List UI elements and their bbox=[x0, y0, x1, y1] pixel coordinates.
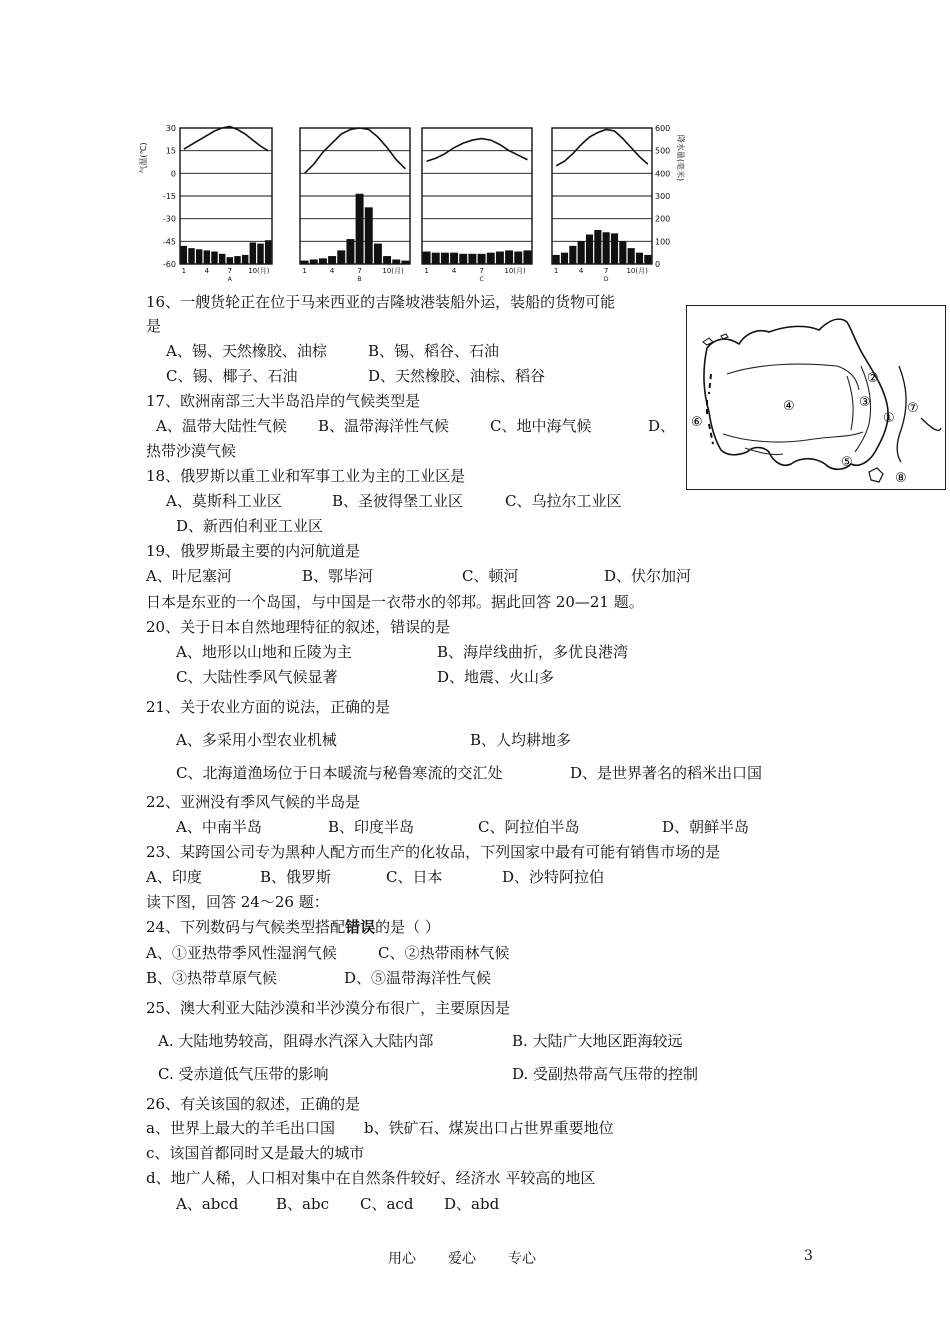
precip-bar bbox=[569, 246, 576, 264]
month-tick: 1 bbox=[181, 267, 187, 275]
option-23-d: D、沙特阿拉伯 bbox=[502, 868, 605, 886]
option-26-c: C、acd bbox=[360, 1195, 414, 1213]
left-tick: 30 bbox=[165, 124, 176, 133]
precip-bar bbox=[383, 256, 391, 264]
option-20-a: A、地形以山地和丘陵为主 bbox=[176, 643, 352, 661]
left-tick: -15 bbox=[162, 192, 176, 201]
option-17-a: A、温带大陆性气候 bbox=[156, 417, 287, 435]
month-tick: 7 bbox=[479, 267, 484, 275]
option-22-c: C、阿拉伯半岛 bbox=[478, 818, 580, 836]
precip-bar bbox=[346, 239, 354, 264]
option-19-a: A、叶尼塞河 bbox=[146, 567, 232, 585]
left-axis-label: 气温(℃) bbox=[139, 142, 148, 174]
precip-bar bbox=[423, 252, 431, 264]
left-tick: 0 bbox=[170, 169, 176, 179]
month-tick: 4 bbox=[204, 267, 210, 275]
option-23-b: B、俄罗斯 bbox=[260, 868, 332, 886]
question-25: 25、澳大利亚大陆沙漠和半沙漠分布很广，主要原因是 bbox=[146, 999, 511, 1017]
option-18-c: C、乌拉尔工业区 bbox=[505, 492, 622, 510]
month-tick: 10(月) bbox=[626, 267, 648, 275]
question-22: 22、亚洲没有季风气候的半岛是 bbox=[146, 793, 361, 811]
map-label-6: ⑥ bbox=[691, 415, 703, 430]
panel-label: D bbox=[603, 276, 609, 283]
australia-map-drawing bbox=[687, 306, 945, 489]
precip-bar bbox=[478, 254, 486, 264]
month-tick: 7 bbox=[357, 267, 362, 275]
precip-bar bbox=[310, 259, 318, 264]
map-label-5: ⑤ bbox=[841, 455, 853, 470]
precip-bar bbox=[319, 258, 327, 264]
question-16-cont: 是 bbox=[146, 317, 162, 335]
precip-bar bbox=[392, 259, 400, 264]
month-tick: 4 bbox=[451, 267, 457, 275]
question-18: 18、俄罗斯以重工业和军事工业为主的工业区是 bbox=[146, 467, 466, 485]
option-24-c: C、②热带雨林气候 bbox=[378, 944, 510, 962]
option-25-c: C. 受赤道低气压带的影响 bbox=[158, 1065, 329, 1083]
precip-bar bbox=[505, 250, 513, 264]
precip-bar bbox=[514, 252, 522, 264]
right-axis-label: 降水量(毫米) bbox=[676, 134, 685, 182]
option-16-d: D、天然橡胶、油棕、稻谷 bbox=[368, 367, 546, 385]
precip-bar bbox=[553, 255, 560, 264]
option-21-b: B、人均耕地多 bbox=[470, 731, 572, 749]
option-26-d: D、abd bbox=[444, 1195, 500, 1213]
precip-bar bbox=[211, 252, 217, 264]
option-21-c: C、北海道渔场位于日本暖流与秘鲁寒流的交汇处 bbox=[176, 764, 503, 782]
option-19-c: C、顿河 bbox=[462, 567, 519, 585]
precip-bar bbox=[619, 241, 626, 264]
month-tick: 7 bbox=[227, 267, 233, 275]
precip-bar bbox=[265, 240, 271, 264]
precip-bar bbox=[365, 207, 373, 264]
question-17: 17、欧洲南部三大半岛沿岸的气候类型是 bbox=[146, 392, 421, 410]
month-tick: 1 bbox=[424, 267, 429, 275]
map-label-1: ① bbox=[883, 411, 895, 426]
precip-bar bbox=[227, 257, 233, 264]
precip-bar bbox=[374, 244, 382, 264]
question-24 bbox=[146, 917, 440, 937]
option-22-d: D、朝鲜半岛 bbox=[662, 818, 750, 836]
option-18-a: A、莫斯科工业区 bbox=[166, 492, 282, 510]
panel-label: C bbox=[479, 276, 484, 283]
option-25-d: D. 受副热带高气压带的控制 bbox=[512, 1065, 699, 1083]
option-21-d: D、是世界著名的稻米出口国 bbox=[570, 764, 763, 782]
option-17-b: B、温带海洋性气候 bbox=[318, 417, 450, 435]
panel-label: B bbox=[357, 276, 362, 283]
right-tick: 600 bbox=[655, 124, 671, 133]
left-tick: 15 bbox=[165, 146, 176, 156]
temperature-line bbox=[556, 130, 648, 166]
option-25-a: A. 大陆地势较高，阻碍水汽深入大陆内部 bbox=[158, 1032, 434, 1050]
intro-24-26: 读下图，回答 24～26 题： bbox=[146, 893, 329, 911]
precip-bar bbox=[356, 194, 364, 264]
precip-bar bbox=[432, 253, 440, 264]
precip-bar bbox=[337, 250, 345, 264]
precip-bar bbox=[234, 256, 240, 264]
precip-bar bbox=[523, 250, 531, 264]
option-24-d: D、⑤温带海洋性气候 bbox=[344, 969, 492, 987]
precip-bar bbox=[188, 248, 194, 264]
precip-bar bbox=[496, 252, 504, 264]
option-18-d: D、新西伯利亚工业区 bbox=[176, 517, 324, 535]
question-20: 20、关于日本自然地理特征的叙述，错误的是 bbox=[146, 618, 451, 636]
temperature-line bbox=[427, 139, 528, 162]
precip-bar bbox=[611, 233, 618, 264]
precip-bar bbox=[181, 246, 187, 264]
precip-bar bbox=[219, 254, 225, 264]
precip-bar bbox=[328, 256, 336, 264]
map-label-2: ② bbox=[867, 371, 879, 386]
question-24-post: 的是（ ） bbox=[375, 918, 440, 936]
right-tick: 200 bbox=[655, 214, 671, 224]
month-tick: 10(月) bbox=[504, 267, 526, 275]
footer-motto-3: 专心 bbox=[508, 1251, 536, 1267]
precip-bar bbox=[459, 254, 467, 264]
month-tick: 10(月) bbox=[382, 267, 404, 275]
option-18-b: B、圣彼得堡工业区 bbox=[332, 492, 464, 510]
option-20-b: B、海岸线曲折，多优良港湾 bbox=[437, 643, 629, 661]
month-tick: 4 bbox=[578, 267, 584, 275]
footer-motto-2: 爱心 bbox=[448, 1251, 476, 1267]
question-24-pre: 24、下列数码与气候类型搭配 bbox=[146, 918, 346, 936]
option-26-b: B、abc bbox=[276, 1195, 329, 1213]
month-tick: 10(月) bbox=[248, 267, 270, 275]
option-16-b: B、锡、稻谷、石油 bbox=[368, 342, 500, 360]
temperature-line bbox=[184, 126, 268, 150]
option-16-a: A、锡、天然橡胶、油棕 bbox=[166, 342, 327, 360]
question-24-bold: 错误 bbox=[345, 918, 376, 936]
question-16: 16、一艘货轮正在位于马来西亚的吉隆坡港装船外运，装船的货物可能 bbox=[146, 293, 616, 311]
precip-bar bbox=[301, 261, 309, 264]
map-label-7: ⑦ bbox=[907, 401, 919, 416]
option-20-c: C、大陆性季风气候显著 bbox=[176, 668, 338, 686]
left-tick: -60 bbox=[162, 260, 176, 269]
map-label-8: ⑧ bbox=[895, 471, 907, 486]
precip-bar bbox=[594, 230, 601, 264]
precip-bar bbox=[196, 249, 202, 264]
option-23-a: A、印度 bbox=[146, 868, 202, 886]
question-26: 26、有关该国的叙述，正确的是 bbox=[146, 1095, 361, 1113]
left-tick: -30 bbox=[162, 214, 176, 224]
right-tick: 400 bbox=[655, 169, 671, 179]
question-19: 19、俄罗斯最主要的内河航道是 bbox=[146, 542, 361, 560]
question-21: 21、关于农业方面的说法，正确的是 bbox=[146, 698, 391, 716]
map-label-3: ③ bbox=[859, 395, 871, 410]
option-19-b: B、鄂毕河 bbox=[302, 567, 374, 585]
precip-bar bbox=[644, 255, 651, 264]
option-19-d: D、伏尔加河 bbox=[604, 567, 692, 585]
precip-bar bbox=[586, 235, 593, 264]
precip-bar bbox=[401, 261, 409, 264]
statement-26-b: b、铁矿石、煤炭出口占世界重要地位 bbox=[364, 1119, 614, 1137]
option-23-c: C、日本 bbox=[386, 868, 443, 886]
option-26-a: A、abcd bbox=[176, 1195, 239, 1213]
precip-bar bbox=[257, 244, 263, 264]
left-tick: -45 bbox=[162, 237, 176, 247]
option-22-b: B、印度半岛 bbox=[328, 818, 415, 836]
month-tick: 1 bbox=[553, 267, 559, 275]
precip-bar bbox=[468, 254, 476, 264]
month-tick: 1 bbox=[302, 267, 307, 275]
right-tick: 300 bbox=[655, 192, 671, 201]
option-24-a: A、①亚热带季风性湿润气候 bbox=[146, 944, 337, 962]
precip-bar bbox=[204, 250, 210, 264]
option-17-d-text: 热带沙漠气候 bbox=[146, 442, 237, 460]
precip-bar bbox=[561, 253, 568, 264]
climate-charts bbox=[139, 118, 685, 283]
precip-bar bbox=[628, 248, 635, 264]
right-tick: 500 bbox=[655, 146, 671, 156]
option-25-b: B. 大陆广大地区距海较远 bbox=[512, 1032, 683, 1050]
right-tick: 100 bbox=[655, 237, 671, 247]
option-22-a: A、中南半岛 bbox=[176, 818, 262, 836]
option-24-b: B、③热带草原气候 bbox=[146, 969, 278, 987]
precip-bar bbox=[487, 253, 495, 264]
precip-bar bbox=[250, 242, 256, 264]
australia-map bbox=[686, 305, 946, 490]
month-tick: 7 bbox=[603, 267, 609, 275]
statement-26-c: c、该国首都同时又是最大的城市 bbox=[146, 1144, 365, 1162]
map-label-4: ④ bbox=[783, 399, 795, 414]
option-16-c: C、锡、椰子、石油 bbox=[166, 367, 298, 385]
statement-26-d: d、地广人稀，人口相对集中在自然条件较好、经济水 平较高的地区 bbox=[146, 1169, 596, 1187]
statement-26-a: a、世界上最大的羊毛出口国 bbox=[146, 1119, 335, 1137]
precip-bar bbox=[603, 232, 610, 264]
precip-bar bbox=[242, 255, 248, 264]
footer-motto-1: 用心 bbox=[388, 1251, 416, 1267]
precip-bar bbox=[450, 253, 458, 264]
option-20-d: D、地震、火山多 bbox=[437, 668, 555, 686]
option-21-a: A、多采用小型农业机械 bbox=[176, 731, 337, 749]
option-17-c: C、地中海气候 bbox=[490, 417, 592, 435]
month-tick: 4 bbox=[329, 267, 335, 275]
right-tick: 0 bbox=[655, 260, 661, 269]
intro-20-21: 日本是东亚的一个岛国，与中国是一衣带水的邻邦。据此回答 20—21 题。 bbox=[146, 593, 644, 611]
precip-bar bbox=[636, 253, 643, 264]
precip-bar bbox=[578, 241, 585, 264]
question-23: 23、某跨国公司专为黑种人配方而生产的化妆品，下列国家中最有可能有销售市场的是 bbox=[146, 843, 721, 861]
page-number: 3 bbox=[804, 1248, 813, 1264]
option-17-d: D、 bbox=[648, 417, 676, 435]
panel-label: A bbox=[227, 276, 232, 283]
precip-bar bbox=[441, 253, 449, 264]
